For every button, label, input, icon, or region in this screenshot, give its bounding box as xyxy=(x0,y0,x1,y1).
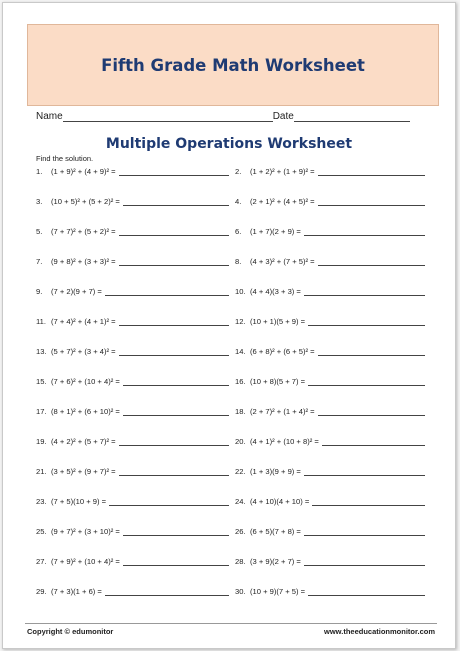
worksheet-page xyxy=(2,2,456,649)
website-text: www.theeducationmonitor.com xyxy=(324,627,435,636)
problem-item xyxy=(235,467,425,476)
answer-line[interactable] xyxy=(304,557,425,566)
answer-line[interactable] xyxy=(304,227,425,236)
answer-line[interactable] xyxy=(304,467,425,476)
worksheet-title: Fifth Grade Math Worksheet xyxy=(101,55,365,75)
problem-expression: (1 + 7)(2 + 9) = xyxy=(250,227,301,236)
problem-number: 24. xyxy=(235,497,246,506)
answer-line[interactable] xyxy=(318,347,425,356)
problem-number: 11. xyxy=(36,317,46,326)
problem-expression: (10 + 9)(7 + 5) = xyxy=(250,587,306,596)
problem-number: 17. xyxy=(36,407,47,416)
problem-expression: (9 + 8)² + (3 + 3)² = xyxy=(51,257,116,266)
answer-line[interactable] xyxy=(109,497,229,506)
problem-expression: (7 + 2)(9 + 7) = xyxy=(51,287,102,296)
answer-line[interactable] xyxy=(123,527,229,536)
answer-line[interactable] xyxy=(304,527,425,536)
answer-line[interactable] xyxy=(322,437,425,446)
answer-line[interactable] xyxy=(318,407,425,416)
name-label: Name xyxy=(36,111,63,122)
problem-expression: (7 + 4)² + (4 + 1)² = xyxy=(51,317,116,326)
problem-expression: (6 + 5)(7 + 8) = xyxy=(250,527,301,536)
problem-number: 26. xyxy=(235,527,246,536)
answer-line[interactable] xyxy=(123,557,229,566)
answer-line[interactable] xyxy=(304,287,425,296)
problem-number: 9. xyxy=(36,287,43,296)
date-label: Date xyxy=(272,111,294,122)
problem-expression: (3 + 5)² + (9 + 7)² = xyxy=(51,467,116,476)
problem-number: 8. xyxy=(235,257,242,266)
problem-item xyxy=(36,407,229,416)
problem-item xyxy=(235,497,425,506)
answer-line[interactable] xyxy=(105,587,229,596)
problem-item xyxy=(235,557,425,566)
answer-line[interactable] xyxy=(308,377,425,386)
problem-expression: (1 + 2)² + (1 + 9)² = xyxy=(250,167,315,176)
answer-line[interactable] xyxy=(119,257,229,266)
answer-line[interactable] xyxy=(105,287,229,296)
problem-item xyxy=(36,197,229,206)
problem-number: 23. xyxy=(36,497,47,506)
problem-expression: (10 + 5)² + (5 + 2)² = xyxy=(51,197,120,206)
problem-expression: (7 + 6)² + (10 + 4)² = xyxy=(51,377,120,386)
problem-number: 28. xyxy=(235,557,246,566)
answer-line[interactable] xyxy=(312,497,425,506)
problem-number: 20. xyxy=(235,437,246,446)
problem-expression: (1 + 3)(9 + 9) = xyxy=(250,467,301,476)
instructions: Find the solution. xyxy=(36,154,94,163)
problem-item xyxy=(36,317,229,326)
problem-expression: (1 + 9)² + (4 + 9)² = xyxy=(51,167,116,176)
problem-number: 3. xyxy=(36,197,43,206)
problem-item xyxy=(235,227,425,236)
problem-item xyxy=(235,287,425,296)
answer-line[interactable] xyxy=(119,347,229,356)
problem-item xyxy=(36,437,229,446)
problem-number: 5. xyxy=(36,227,43,236)
problem-expression: (6 + 8)² + (6 + 5)² = xyxy=(250,347,315,356)
problem-expression: (2 + 7)² + (1 + 4)² = xyxy=(250,407,315,416)
problem-item xyxy=(235,407,425,416)
answer-line[interactable] xyxy=(318,257,425,266)
problem-number: 6. xyxy=(235,227,242,236)
problem-number: 21. xyxy=(36,467,47,476)
problem-expression: (4 + 4)(3 + 3) = xyxy=(250,287,301,296)
problem-item xyxy=(235,167,425,176)
problem-expression: (10 + 8)(5 + 7) = xyxy=(250,377,306,386)
answer-line[interactable] xyxy=(119,437,229,446)
problem-number: 13. xyxy=(36,347,47,356)
problem-number: 14. xyxy=(235,347,246,356)
problem-expression: (9 + 7)² + (3 + 10)² = xyxy=(51,527,120,536)
problem-expression: (7 + 3)(1 + 6) = xyxy=(51,587,102,596)
answer-line[interactable] xyxy=(119,317,229,326)
answer-line[interactable] xyxy=(123,407,229,416)
problem-number: 15. xyxy=(36,377,47,386)
answer-line[interactable] xyxy=(318,197,425,206)
name-line xyxy=(63,111,273,122)
problem-item xyxy=(235,257,425,266)
problem-number: 30. xyxy=(235,587,246,596)
problem-item xyxy=(36,467,229,476)
problem-expression: (5 + 7)² + (3 + 4)² = xyxy=(51,347,116,356)
problem-expression: (3 + 9)(2 + 7) = xyxy=(250,557,301,566)
problem-expression: (2 + 1)² + (4 + 5)² = xyxy=(250,197,315,206)
problem-item xyxy=(36,497,229,506)
problem-item xyxy=(235,377,425,386)
answer-line[interactable] xyxy=(318,167,425,176)
copyright-text: Copyright © edumonitor xyxy=(27,627,114,636)
problem-expression: (10 + 1)(5 + 9) = xyxy=(250,317,306,326)
problem-number: 22. xyxy=(235,467,246,476)
problem-item xyxy=(235,347,425,356)
problem-item xyxy=(235,587,425,596)
answer-line[interactable] xyxy=(119,167,229,176)
problem-item xyxy=(235,317,425,326)
name-date-row xyxy=(36,111,416,122)
problem-number: 7. xyxy=(36,257,43,266)
problem-expression: (7 + 7)² + (5 + 2)² = xyxy=(51,227,116,236)
answer-line[interactable] xyxy=(119,227,229,236)
problem-number: 10. xyxy=(235,287,246,296)
problem-number: 19. xyxy=(36,437,47,446)
problem-number: 16. xyxy=(235,377,246,386)
problem-number: 2. xyxy=(235,167,242,176)
problem-expression: (4 + 2)² + (5 + 7)² = xyxy=(51,437,116,446)
problem-number: 27. xyxy=(36,557,47,566)
problem-number: 12. xyxy=(235,317,246,326)
problem-item xyxy=(36,587,229,596)
answer-line[interactable] xyxy=(123,197,229,206)
problem-item xyxy=(36,167,229,176)
date-line xyxy=(294,111,410,122)
problem-number: 18. xyxy=(235,407,246,416)
problem-item xyxy=(36,527,229,536)
footer-divider xyxy=(25,623,437,624)
problem-item xyxy=(36,227,229,236)
problem-item xyxy=(36,557,229,566)
problem-expression: (7 + 5)(10 + 9) = xyxy=(51,497,107,506)
answer-line[interactable] xyxy=(308,317,425,326)
problem-number: 25. xyxy=(36,527,47,536)
problem-item xyxy=(235,197,425,206)
problem-item xyxy=(235,527,425,536)
title-banner xyxy=(27,24,439,106)
answer-line[interactable] xyxy=(119,467,229,476)
problem-number: 29. xyxy=(36,587,47,596)
problem-expression: (4 + 3)² + (7 + 5)² = xyxy=(250,257,315,266)
problem-expression: (8 + 1)² + (6 + 10)² = xyxy=(51,407,120,416)
problem-expression: (4 + 10)(4 + 10) = xyxy=(250,497,310,506)
problem-item xyxy=(36,347,229,356)
answer-line[interactable] xyxy=(308,587,425,596)
problem-expression: (7 + 9)² + (10 + 4)² = xyxy=(51,557,120,566)
problem-expression: (4 + 1)² + (10 + 8)² = xyxy=(250,437,319,446)
worksheet-subtitle: Multiple Operations Worksheet xyxy=(105,136,353,152)
problem-item xyxy=(36,287,229,296)
answer-line[interactable] xyxy=(123,377,229,386)
problem-item xyxy=(36,257,229,266)
problem-number: 1. xyxy=(36,167,43,176)
problem-number: 4. xyxy=(235,197,242,206)
problem-item xyxy=(235,437,425,446)
problem-item xyxy=(36,377,229,386)
